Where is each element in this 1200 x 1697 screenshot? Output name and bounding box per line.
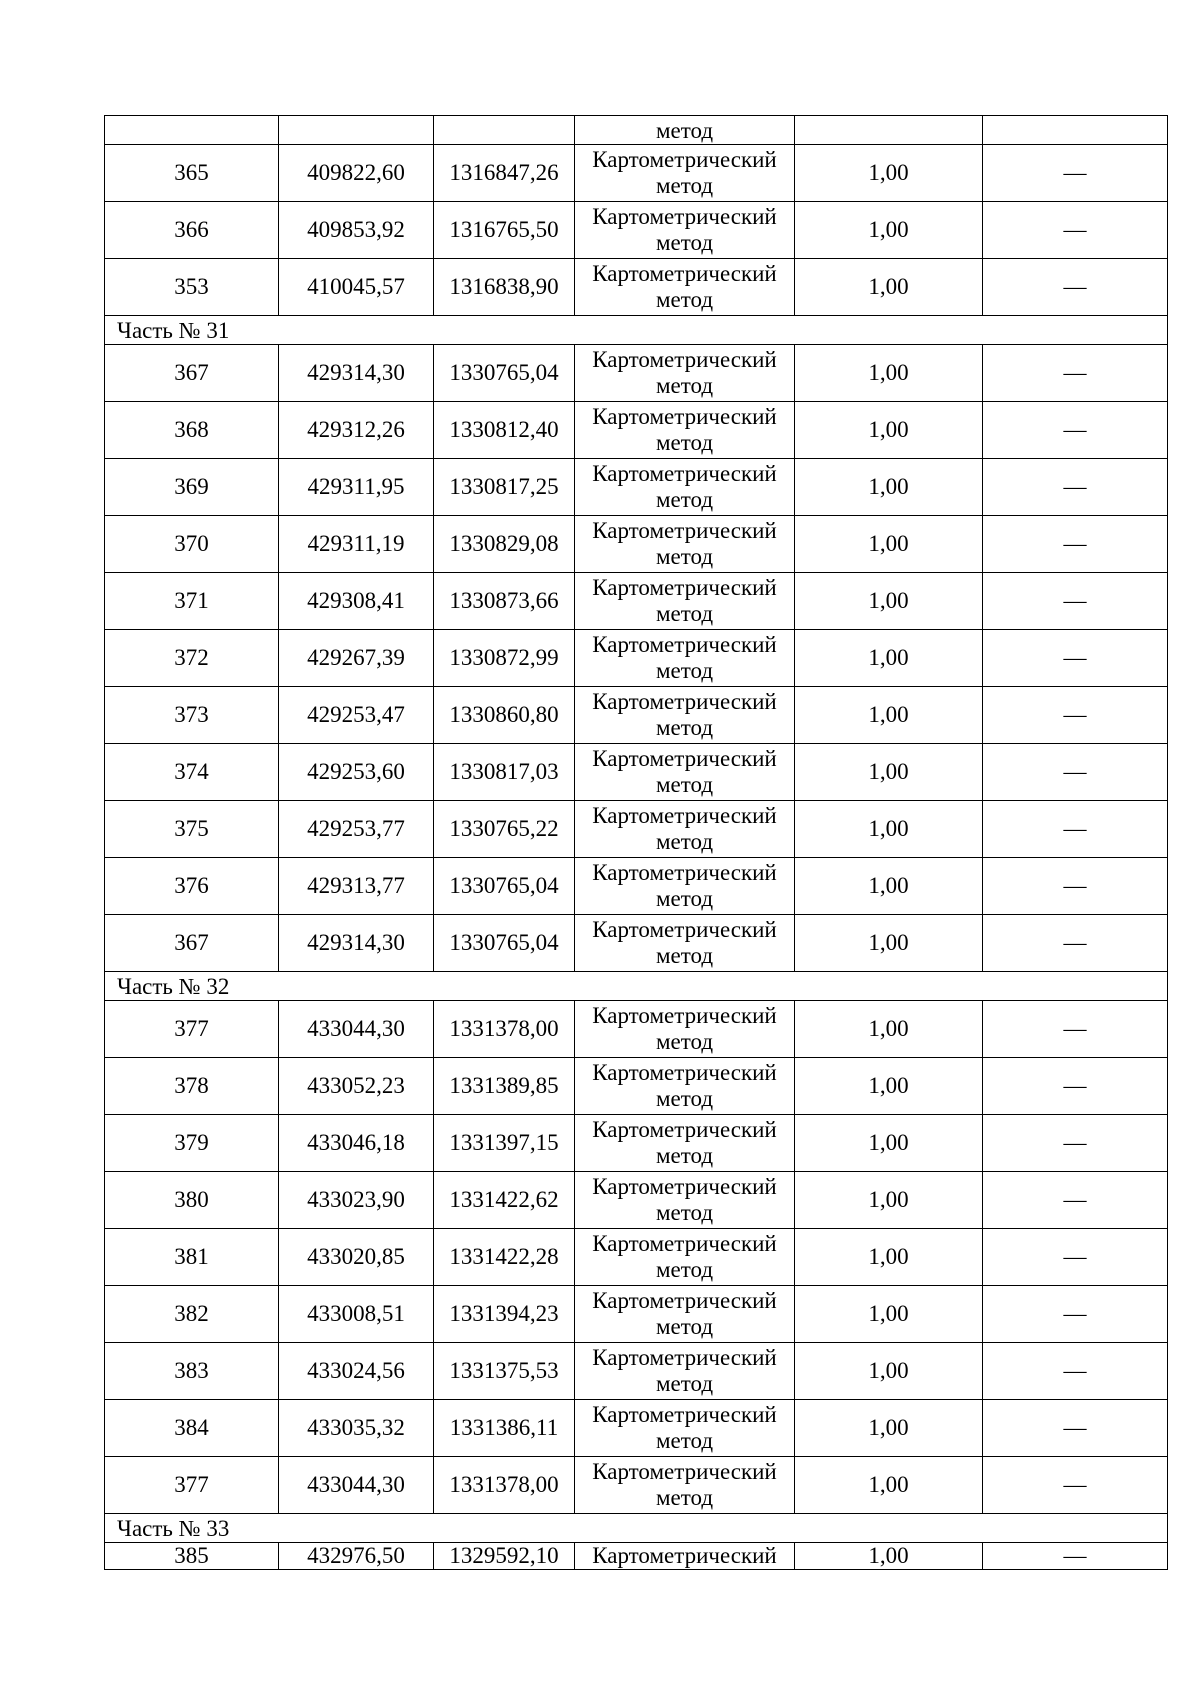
cell-point-number: 377 <box>105 1001 279 1058</box>
method-line-1: Картометрический <box>592 1174 777 1199</box>
method-line-1: Картометрический <box>592 1003 777 1028</box>
cell-point-number: 372 <box>105 630 279 687</box>
method-line-2: метод <box>655 715 714 740</box>
cell-x: 433024,56 <box>279 1343 434 1400</box>
cell-method <box>575 687 795 744</box>
cell-point-number: 367 <box>105 345 279 402</box>
table-row <box>105 1457 1168 1514</box>
method-line-1: Картометрический <box>592 1402 777 1427</box>
method-line-1: Картометрический <box>592 404 777 429</box>
cell-x: 433044,30 <box>279 1457 434 1514</box>
cell-y: 1331422,62 <box>434 1172 575 1229</box>
cell-description: — <box>983 1229 1168 1286</box>
cell-x: 433023,90 <box>279 1172 434 1229</box>
cell-description: — <box>983 573 1168 630</box>
cell-accuracy: 1,00 <box>795 1229 983 1286</box>
cell-accuracy: 1,00 <box>795 858 983 915</box>
cell-method <box>575 573 795 630</box>
method-line-1: Картометрический <box>592 347 777 372</box>
cell-description: — <box>983 202 1168 259</box>
cell-description: — <box>983 858 1168 915</box>
cell-y: 1316847,26 <box>434 145 575 202</box>
method-line-2: метод <box>655 430 714 455</box>
table-row <box>105 1115 1168 1172</box>
cell-accuracy: 1,00 <box>795 1001 983 1058</box>
cell-method <box>575 1115 795 1172</box>
table-row <box>105 858 1168 915</box>
table-row <box>105 259 1168 316</box>
cell-description: — <box>983 402 1168 459</box>
cell-method <box>575 801 795 858</box>
method-line-2: метод <box>655 772 714 797</box>
method-line-2: метод <box>655 373 714 398</box>
cell-y: 1330765,04 <box>434 345 575 402</box>
cell-y: 1331375,53 <box>434 1343 575 1400</box>
table-row <box>105 1543 1168 1570</box>
table-row <box>105 573 1168 630</box>
cell-y: 1330860,80 <box>434 687 575 744</box>
cell-method <box>575 145 795 202</box>
table-row <box>105 1172 1168 1229</box>
method-line-1: Картометрический <box>592 1231 777 1256</box>
table-row <box>105 459 1168 516</box>
cell-accuracy: 1,00 <box>795 1115 983 1172</box>
method-line-1: Картометрический <box>592 746 777 771</box>
method-line-1: Картометрический <box>592 1543 777 1568</box>
cell-description: — <box>983 1343 1168 1400</box>
cell-accuracy: 1,00 <box>795 516 983 573</box>
method-line-1: Картометрический <box>592 917 777 942</box>
cell-method <box>575 516 795 573</box>
cell-description: — <box>983 1115 1168 1172</box>
cell-accuracy <box>795 116 983 145</box>
cell-accuracy: 1,00 <box>795 1400 983 1457</box>
cell-accuracy: 1,00 <box>795 573 983 630</box>
cell-method <box>575 1001 795 1058</box>
cell-x: 433046,18 <box>279 1115 434 1172</box>
cell-accuracy: 1,00 <box>795 915 983 972</box>
cell-accuracy: 1,00 <box>795 687 983 744</box>
cell-description: — <box>983 1457 1168 1514</box>
cell-y: 1331389,85 <box>434 1058 575 1115</box>
method-line-2: метод <box>655 1143 714 1168</box>
table-row <box>105 402 1168 459</box>
cell-method <box>575 858 795 915</box>
cell-x: 433008,51 <box>279 1286 434 1343</box>
table-row <box>105 915 1168 972</box>
cell-accuracy: 1,00 <box>795 345 983 402</box>
cell-method <box>575 1457 795 1514</box>
cell-accuracy: 1,00 <box>795 402 983 459</box>
method-line-1: Картометрический <box>592 860 777 885</box>
cell-y: 1329592,10 <box>434 1543 575 1570</box>
cell-y: 1331378,00 <box>434 1457 575 1514</box>
method-line-1: Картометрический <box>592 1459 777 1484</box>
cell-x: 433044,30 <box>279 1001 434 1058</box>
cell-accuracy: 1,00 <box>795 630 983 687</box>
cell-description: — <box>983 516 1168 573</box>
cell-accuracy: 1,00 <box>795 145 983 202</box>
cell-x: 429311,19 <box>279 516 434 573</box>
cell-description: — <box>983 915 1168 972</box>
cell-point-number: 369 <box>105 459 279 516</box>
cell-point-number: 380 <box>105 1172 279 1229</box>
table-row <box>105 744 1168 801</box>
cell-y <box>434 116 575 145</box>
cell-description: — <box>983 1001 1168 1058</box>
method-line-2: метод <box>655 287 714 312</box>
cell-accuracy: 1,00 <box>795 259 983 316</box>
method-line-1: Картометрический <box>592 632 777 657</box>
cell-method <box>575 345 795 402</box>
cell-x: 429253,77 <box>279 801 434 858</box>
cell-x: 432976,50 <box>279 1543 434 1570</box>
table-row-continuation <box>105 116 1168 145</box>
coordinates-table-body <box>105 116 1168 1570</box>
cell-x: 429267,39 <box>279 630 434 687</box>
cell-x: 429312,26 <box>279 402 434 459</box>
cell-y: 1331397,15 <box>434 1115 575 1172</box>
method-line-1: Картометрический <box>592 575 777 600</box>
method-line-2: метод <box>655 544 714 569</box>
cell-x: 409853,92 <box>279 202 434 259</box>
cell-point-number: 377 <box>105 1457 279 1514</box>
cell-point-number: 382 <box>105 1286 279 1343</box>
method-line-2: метод <box>655 1485 714 1510</box>
cell-description: — <box>983 1400 1168 1457</box>
cell-point-number <box>105 116 279 145</box>
method-line-2: метод <box>655 943 714 968</box>
cell-accuracy: 1,00 <box>795 744 983 801</box>
method-line-1: Картометрический <box>592 461 777 486</box>
table-row <box>105 345 1168 402</box>
cell-y: 1330812,40 <box>434 402 575 459</box>
method-line-2: метод <box>655 230 714 255</box>
cell-y: 1330765,04 <box>434 915 575 972</box>
method-line-2: метод <box>655 1029 714 1054</box>
cell-method <box>575 1058 795 1115</box>
cell-accuracy: 1,00 <box>795 1058 983 1115</box>
cell-y: 1330829,08 <box>434 516 575 573</box>
cell-y: 1330765,22 <box>434 801 575 858</box>
method-line-1: Картометрический <box>592 1060 777 1085</box>
cell-method <box>575 630 795 687</box>
cell-method <box>575 1543 795 1570</box>
cell-y: 1331386,11 <box>434 1400 575 1457</box>
cell-x: 429314,30 <box>279 345 434 402</box>
cell-x: 429253,60 <box>279 744 434 801</box>
table-row <box>105 1001 1168 1058</box>
method-line-1: Картометрический <box>592 689 777 714</box>
method-line-2: метод <box>655 601 714 626</box>
cell-method <box>575 744 795 801</box>
cell-description: — <box>983 687 1168 744</box>
method-line-1: Картометрический <box>592 1345 777 1370</box>
method-line-2: метод <box>655 1371 714 1396</box>
cell-x: 410045,57 <box>279 259 434 316</box>
cell-x: 433020,85 <box>279 1229 434 1286</box>
table-row <box>105 1058 1168 1115</box>
cell-x: 429313,77 <box>279 858 434 915</box>
cell-method <box>575 202 795 259</box>
cell-description: — <box>983 1286 1168 1343</box>
cell-method <box>575 1286 795 1343</box>
cell-method <box>575 459 795 516</box>
table-row <box>105 145 1168 202</box>
cell-point-number: 385 <box>105 1543 279 1570</box>
cell-description: — <box>983 1172 1168 1229</box>
method-line-1: Картометрический <box>592 204 777 229</box>
cell-point-number: 374 <box>105 744 279 801</box>
cell-method <box>575 1400 795 1457</box>
method-line-1: Картометрический <box>592 518 777 543</box>
cell-method <box>575 259 795 316</box>
table-row <box>105 1343 1168 1400</box>
cell-method <box>575 1172 795 1229</box>
cell-point-number: 367 <box>105 915 279 972</box>
table-row <box>105 516 1168 573</box>
cell-y: 1331394,23 <box>434 1286 575 1343</box>
part-label: Часть № 33 <box>105 1514 1168 1543</box>
part-header-row <box>105 972 1168 1001</box>
cell-y: 1316838,90 <box>434 259 575 316</box>
cell-point-number: 373 <box>105 687 279 744</box>
method-line-2: метод <box>655 487 714 512</box>
cell-description: — <box>983 1543 1168 1570</box>
cell-description: — <box>983 744 1168 801</box>
cell-accuracy: 1,00 <box>795 1286 983 1343</box>
cell-point-number: 353 <box>105 259 279 316</box>
cell-point-number: 378 <box>105 1058 279 1115</box>
cell-y: 1330873,66 <box>434 573 575 630</box>
table-row <box>105 801 1168 858</box>
table-row <box>105 630 1168 687</box>
cell-point-number: 384 <box>105 1400 279 1457</box>
cell-description: — <box>983 259 1168 316</box>
cell-method <box>575 1229 795 1286</box>
cell-accuracy: 1,00 <box>795 1172 983 1229</box>
table-row <box>105 1286 1168 1343</box>
table-row <box>105 687 1168 744</box>
cell-x: 429253,47 <box>279 687 434 744</box>
cell-point-number: 366 <box>105 202 279 259</box>
table-row <box>105 1400 1168 1457</box>
part-header-row <box>105 1514 1168 1543</box>
cell-description: — <box>983 801 1168 858</box>
cell-x: 433035,32 <box>279 1400 434 1457</box>
cell-description: — <box>983 1058 1168 1115</box>
cell-description: — <box>983 345 1168 402</box>
method-line-2: метод <box>655 1086 714 1111</box>
method-line-2: метод <box>655 658 714 683</box>
cell-y: 1330765,04 <box>434 858 575 915</box>
method-line-1: Картометрический <box>592 261 777 286</box>
cell-method <box>575 1343 795 1400</box>
table-row <box>105 202 1168 259</box>
cell-x: 429308,41 <box>279 573 434 630</box>
cell-accuracy: 1,00 <box>795 202 983 259</box>
cell-y: 1316765,50 <box>434 202 575 259</box>
method-line-2: метод <box>655 1428 714 1453</box>
method-line-1: Картометрический <box>592 803 777 828</box>
cell-point-number: 379 <box>105 1115 279 1172</box>
cell-point-number: 381 <box>105 1229 279 1286</box>
cell-point-number: 376 <box>105 858 279 915</box>
cell-y: 1330872,99 <box>434 630 575 687</box>
coordinates-table <box>104 115 1168 1570</box>
cell-description <box>983 116 1168 145</box>
cell-x: 429314,30 <box>279 915 434 972</box>
part-label: Часть № 31 <box>105 316 1168 345</box>
cell-y: 1330817,03 <box>434 744 575 801</box>
cell-accuracy: 1,00 <box>795 1343 983 1400</box>
cell-description: — <box>983 459 1168 516</box>
method-line-2: метод <box>655 1314 714 1339</box>
cell-accuracy: 1,00 <box>795 459 983 516</box>
cell-point-number: 368 <box>105 402 279 459</box>
cell-point-number: 371 <box>105 573 279 630</box>
cell-accuracy: 1,00 <box>795 801 983 858</box>
cell-method <box>575 402 795 459</box>
cell-x <box>279 116 434 145</box>
method-line-2: метод <box>655 173 714 198</box>
method-line-2: метод <box>655 886 714 911</box>
method-line-2: метод <box>655 1200 714 1225</box>
cell-x: 429311,95 <box>279 459 434 516</box>
cell-point-number: 375 <box>105 801 279 858</box>
cell-method: метод <box>575 116 795 145</box>
cell-x: 433052,23 <box>279 1058 434 1115</box>
method-line-1: Картометрический <box>592 1288 777 1313</box>
cell-description: — <box>983 630 1168 687</box>
method-line-1: Картометрический <box>592 1117 777 1142</box>
cell-x: 409822,60 <box>279 145 434 202</box>
cell-y: 1330817,25 <box>434 459 575 516</box>
cell-point-number: 370 <box>105 516 279 573</box>
part-header-row <box>105 316 1168 345</box>
table-row <box>105 1229 1168 1286</box>
part-label: Часть № 32 <box>105 972 1168 1001</box>
cell-point-number: 365 <box>105 145 279 202</box>
method-line-2: метод <box>655 829 714 854</box>
cell-description: — <box>983 145 1168 202</box>
cell-accuracy: 1,00 <box>795 1457 983 1514</box>
cell-accuracy: 1,00 <box>795 1543 983 1570</box>
cell-y: 1331422,28 <box>434 1229 575 1286</box>
method-line-1: Картометрический <box>592 147 777 172</box>
cell-method <box>575 915 795 972</box>
cell-y: 1331378,00 <box>434 1001 575 1058</box>
method-line-2: метод <box>655 1257 714 1282</box>
cell-point-number: 383 <box>105 1343 279 1400</box>
